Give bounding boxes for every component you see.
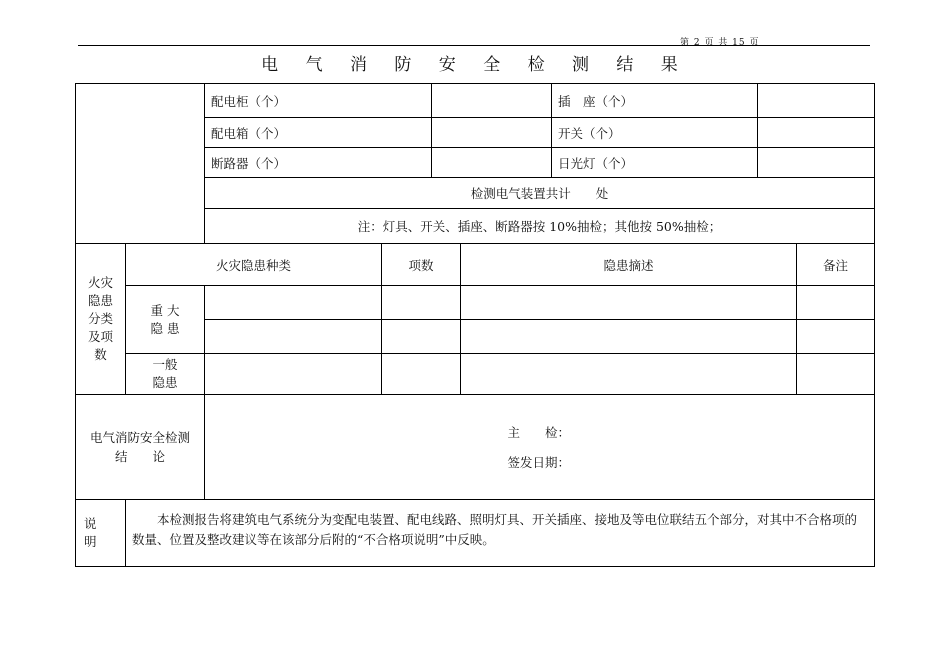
general-label-line: 隐患: [152, 375, 178, 390]
breaker-label: 断路器（个）: [204, 147, 432, 178]
socket-count-field[interactable]: [757, 83, 875, 118]
major-label-line: 隐 患: [150, 320, 180, 336]
hazard-section-label: [75, 243, 126, 395]
socket-label: 插 座（个）: [551, 83, 758, 118]
notes-text: 本检测报告将建筑电气系统分为变配电装置、配电线路、照明灯具、开关插座、接地及等电位联结五个部分，对其中不合格项的数量、位置及整改建议等在该部分后附的“不合格项说明”中反映。: [125, 499, 875, 567]
col-description: 隐患摘述: [460, 243, 797, 286]
box-label: 配电箱（个）: [204, 117, 432, 148]
major-count-field-2[interactable]: [381, 319, 461, 354]
hazard-label-line: 火灾: [87, 275, 113, 290]
general-hazard-label: [125, 353, 205, 395]
col-count: 项数: [381, 243, 461, 286]
major-description-field-2[interactable]: [460, 319, 797, 354]
switch-label: 开关（个）: [551, 117, 758, 148]
general-label-line: 一般: [152, 357, 178, 372]
cabinet-count-field[interactable]: [431, 83, 552, 118]
conclusion-label: [75, 394, 205, 500]
notes-label-line: 明: [84, 534, 97, 549]
general-type-field[interactable]: [204, 353, 382, 395]
conclusion-label-line: 结 论: [114, 449, 165, 464]
device-total: 检测电气装置共计 处: [204, 177, 875, 209]
major-type-field-2[interactable]: [204, 319, 382, 354]
hazard-label-line: 隐患: [87, 293, 113, 308]
conclusion-label-line: 电气消防安全检测: [89, 430, 190, 445]
hazard-label-line: 及项: [87, 329, 113, 344]
switch-count-field[interactable]: [757, 117, 875, 148]
general-remarks-field[interactable]: [796, 353, 875, 395]
cabinet-label: 配电柜（个）: [204, 83, 432, 118]
major-hazard-label: [125, 285, 205, 354]
hazard-label-line: 数: [94, 347, 107, 362]
page-number: 第 2 页 共 15 页: [680, 38, 760, 48]
major-description-field-1[interactable]: [460, 285, 797, 320]
general-description-field[interactable]: [460, 353, 797, 395]
notes-label-line: 说: [84, 516, 97, 531]
fluorescent-count-field[interactable]: [757, 147, 875, 178]
major-type-field-1[interactable]: [204, 285, 382, 320]
fluorescent-label: 日光灯（个）: [551, 147, 758, 178]
major-remarks-field-1[interactable]: [796, 285, 875, 320]
general-count-field[interactable]: [381, 353, 461, 395]
device-section-blank: [75, 83, 205, 244]
issue-date-label: 签发日期：: [507, 455, 571, 470]
major-label-line: 重 大: [150, 302, 180, 318]
major-count-field-1[interactable]: [381, 285, 461, 320]
sampling-note: 注：灯具、开关、插座、断路器按 10%抽检；其他按 50%抽检；: [204, 208, 875, 244]
conclusion-content[interactable]: [204, 394, 875, 500]
major-remarks-field-2[interactable]: [796, 319, 875, 354]
box-count-field[interactable]: [431, 117, 552, 148]
inspector-label: 主 检：: [507, 425, 571, 440]
breaker-count-field[interactable]: [431, 147, 552, 178]
header-rule: [78, 45, 870, 46]
hazard-label-line: 分类: [87, 311, 113, 326]
col-hazard-type: 火灾隐患种类: [125, 243, 382, 286]
col-remarks: 备注: [796, 243, 875, 286]
document-title: 电 气 消 防 安 全 检 测 结 果: [261, 55, 689, 75]
notes-label: [75, 499, 126, 567]
